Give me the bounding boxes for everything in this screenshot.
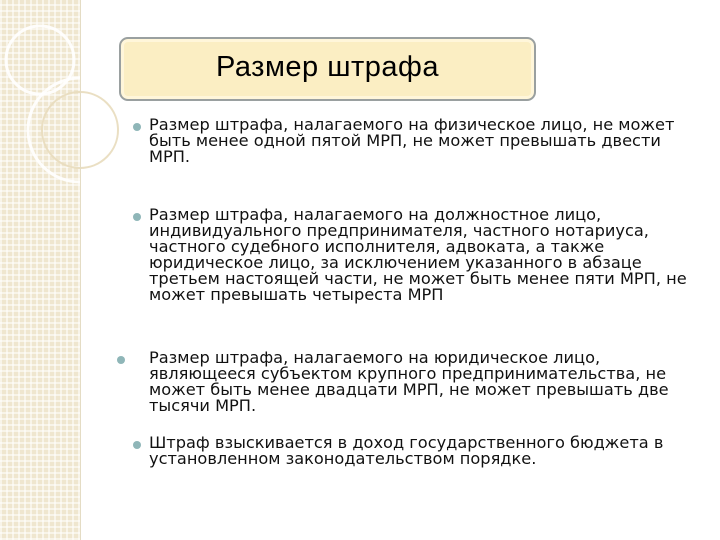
bullet-line: может быть менее двадцати МРП, не может превышать две — [149, 380, 669, 399]
bullet-line: частного судебного исполнителя, адвоката, а также — [149, 237, 605, 256]
bullet-line: установленном законодательством порядке. — [149, 449, 537, 468]
bullet-line: Размер штрафа, налагаемого на юридическое лицо, — [149, 348, 601, 367]
bullet-line: Размер штрафа, налагаемого на должностное лицо, — [149, 205, 602, 224]
bullet-text — [149, 207, 689, 303]
bullet-line: юридическое лицо, за исключением указанного в абзаце — [149, 253, 642, 272]
bullet-dot-icon — [133, 441, 141, 449]
bullet-dot-icon — [133, 213, 141, 221]
bullet-line: быть менее одной пятой МРП, не может превышать двести — [149, 131, 661, 150]
bullet-line: являющееся субъектом крупного предпринимательства, не — [149, 364, 667, 383]
bullet-text — [149, 117, 689, 165]
bullet-line: Размер штрафа, налагаемого на физическое лицо, не может — [149, 115, 675, 134]
decorative-circles-icon — [0, 0, 120, 220]
bullet-dot-icon — [133, 123, 141, 131]
bullet-text — [149, 350, 689, 414]
bullet-line: МРП. — [149, 147, 191, 166]
title-box — [119, 37, 536, 101]
bullet-line: Штраф взыскивается в доход государственного бюджета в — [149, 433, 664, 452]
bullet-line: тысячи МРП. — [149, 396, 257, 415]
bullet-line: индивидуального предпринимателя, частного нотариуса, — [149, 221, 649, 240]
bullet-dot-icon — [117, 356, 125, 364]
slide-title: Размер штрафа — [215, 51, 440, 83]
side-divider — [80, 0, 81, 540]
bullet-text — [149, 435, 689, 467]
bullet-line: третьем настоящей части, не может быть менее пяти МРП, не — [149, 269, 687, 288]
bullet-line: может превышать четыреста МРП — [149, 285, 444, 304]
